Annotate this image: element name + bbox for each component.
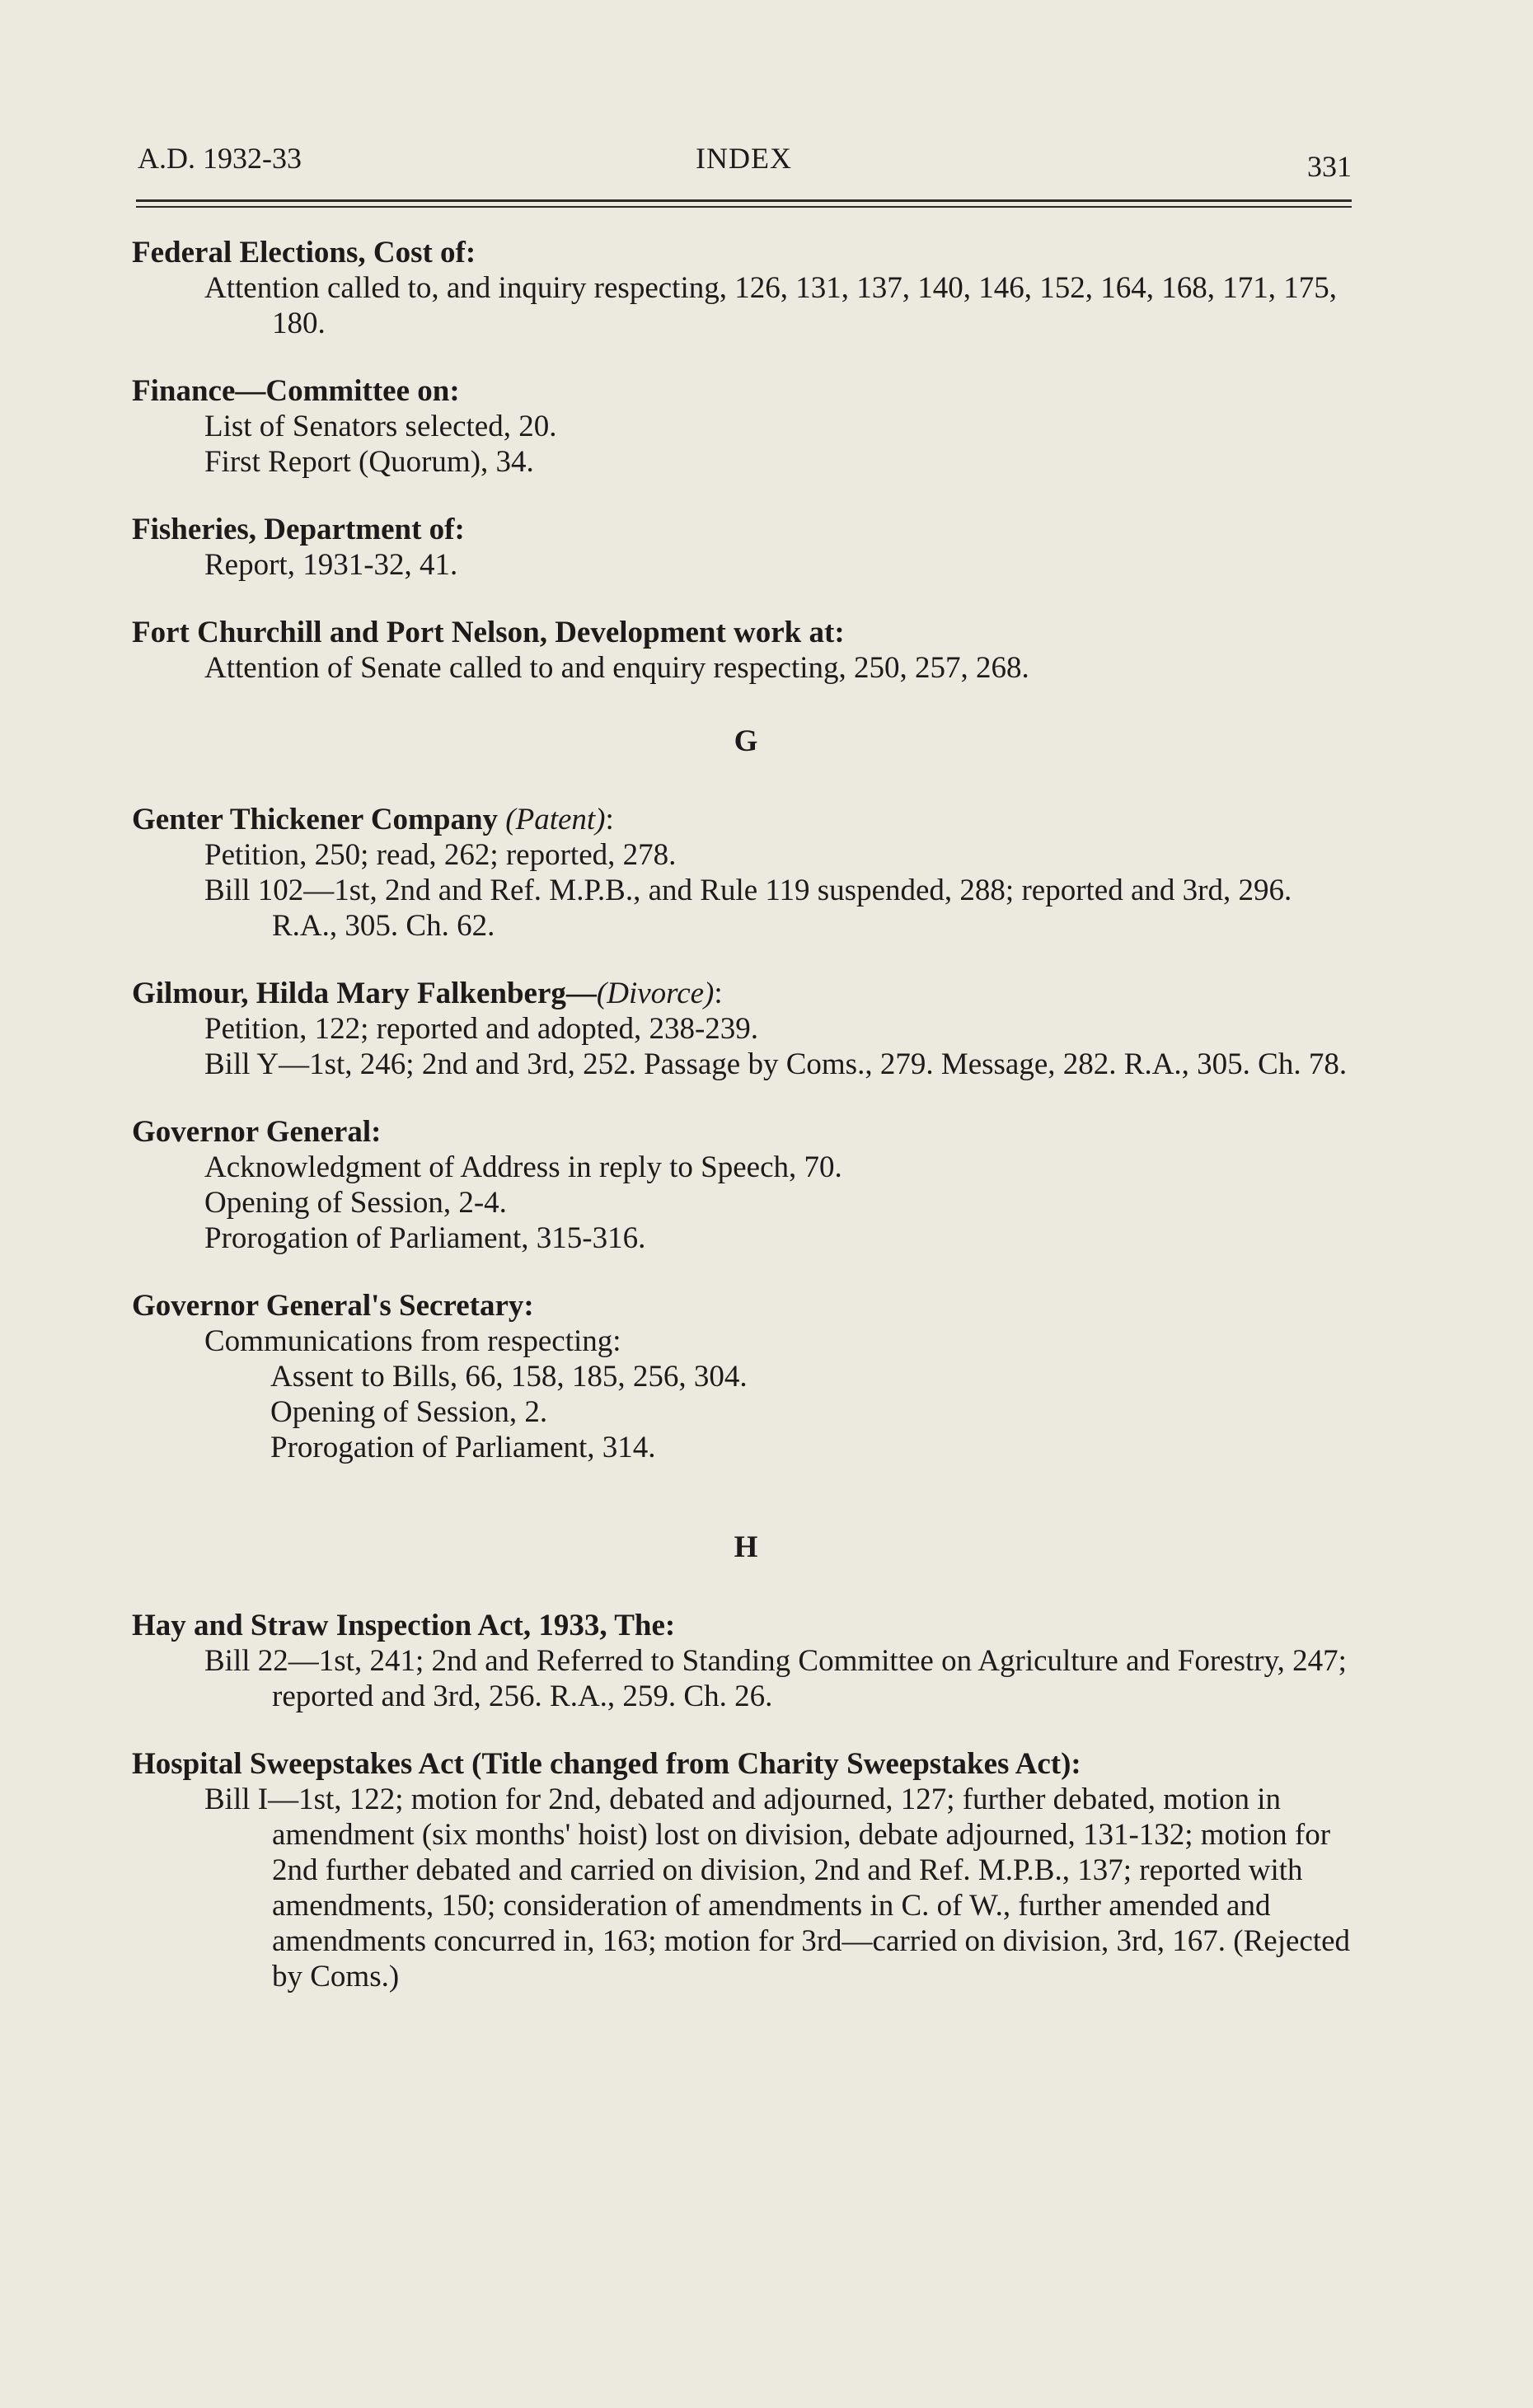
header-rule-bottom [136, 206, 1352, 208]
entry-heading: Finance—Committee on: [132, 374, 460, 408]
entry-heading-italic: (Patent) [505, 803, 606, 836]
entry-heading-italic: (Divorce) [596, 977, 715, 1010]
section-letter-h: H [734, 1530, 758, 1564]
entry-line: Petition, 250; read, 262; reported, 278. [204, 838, 677, 872]
entry-line: Prorogation of Parliament, 315-316. [204, 1221, 646, 1255]
page-number: 331 [1307, 150, 1352, 183]
index-entry [132, 1288, 1360, 1465]
index-entry [132, 615, 1360, 686]
index-entry [132, 1608, 1360, 1714]
index-entry [132, 1114, 1360, 1256]
entry-line: Attention called to, and inquiry respecting, 126, 131, 137, 140, 146, 152, 164, 168, 171, 175, 180. [204, 271, 1337, 340]
entry-subline: Assent to Bills, 66, 158, 185, 256, 304. [270, 1360, 748, 1394]
entry-heading [132, 976, 1360, 1011]
index-entry [132, 976, 1360, 1082]
section-letter-g: G [734, 724, 758, 758]
entry-line: Petition, 122; reported and adopted, 238-239. [204, 1012, 759, 1046]
entry-heading-text: Genter Thickener Company [132, 803, 499, 836]
entry-heading: Federal Elections, Cost of: [132, 236, 476, 269]
entry-heading: Fisheries, Department of: [132, 513, 465, 546]
index-entry [132, 512, 1360, 583]
entry-heading: Hospital Sweepstakes Act (Title changed from Charity Sweepstakes Act): [132, 1747, 1081, 1781]
header-rule-top [136, 199, 1352, 202]
index-entry [132, 373, 1360, 480]
entry-line: First Report (Quorum), 34. [204, 445, 534, 479]
entry-subline: Prorogation of Parliament, 314. [270, 1431, 656, 1464]
entry-line: Report, 1931-32, 41. [204, 548, 458, 582]
header-title: INDEX [696, 142, 792, 175]
index-body [132, 235, 1360, 2026]
index-entry [132, 802, 1360, 944]
entry-heading [132, 802, 1360, 837]
entry-heading-text: Gilmour, Hilda Mary Falkenberg— [132, 977, 597, 1010]
entry-line: Bill Y—1st, 246; 2nd and 3rd, 252. Passage by Coms., 279. Message, 282. R.A., 305. Ch. 78. [204, 1047, 1348, 1081]
entry-line: Bill 102—1st, 2nd and Ref. M.P.B., and Rule 119 suspended, 288; reported and 3rd, 296. R.A., 305. Ch. 62. [204, 874, 1292, 943]
entry-line: Attention of Senate called to and enquiry respecting, 250, 257, 268. [204, 651, 1029, 685]
entry-heading: Fort Churchill and Port Nelson, Development work at: [132, 616, 845, 649]
entry-heading: Hay and Straw Inspection Act, 1933, The: [132, 1609, 676, 1642]
index-entry [132, 235, 1360, 341]
entry-line: Communications from respecting: [204, 1324, 621, 1358]
entry-heading: Governor General: [132, 1115, 382, 1149]
header-session-years: A.D. 1932-33 [138, 142, 302, 175]
running-header [136, 136, 1352, 185]
entry-line: Bill I—1st, 122; motion for 2nd, debated and adjourned, 127; further debated, motion in amendment (six months' hoist) lost on division, debate adjourned, 131-132; motion for 2nd further debated and carried on division, 2nd and Ref. M.P.B., 137; reported with amendments, 150; consideration of amendments in C. of W., further amended and amendments concurred in, 163; motion for 3rd—carried on division, 3rd, 167. (Rejected by Coms.) [204, 1783, 1351, 1993]
entry-line: Bill 22—1st, 241; 2nd and Referred to Standing Committee on Agriculture and Forestry, 247; reported and 3rd, 256. R.A., 259. Ch. 26. [204, 1644, 1347, 1713]
entry-line: Opening of Session, 2-4. [204, 1186, 507, 1220]
entry-heading-suffix: : [714, 977, 723, 1010]
entry-subline: Opening of Session, 2. [270, 1395, 548, 1429]
entry-line: Acknowledgment of Address in reply to Speech, 70. [204, 1150, 842, 1184]
index-entry [132, 1746, 1360, 1994]
entry-line: List of Senators selected, 20. [204, 410, 557, 443]
entry-heading: Governor General's Secretary: [132, 1289, 534, 1323]
entry-heading-suffix: : [605, 803, 614, 836]
